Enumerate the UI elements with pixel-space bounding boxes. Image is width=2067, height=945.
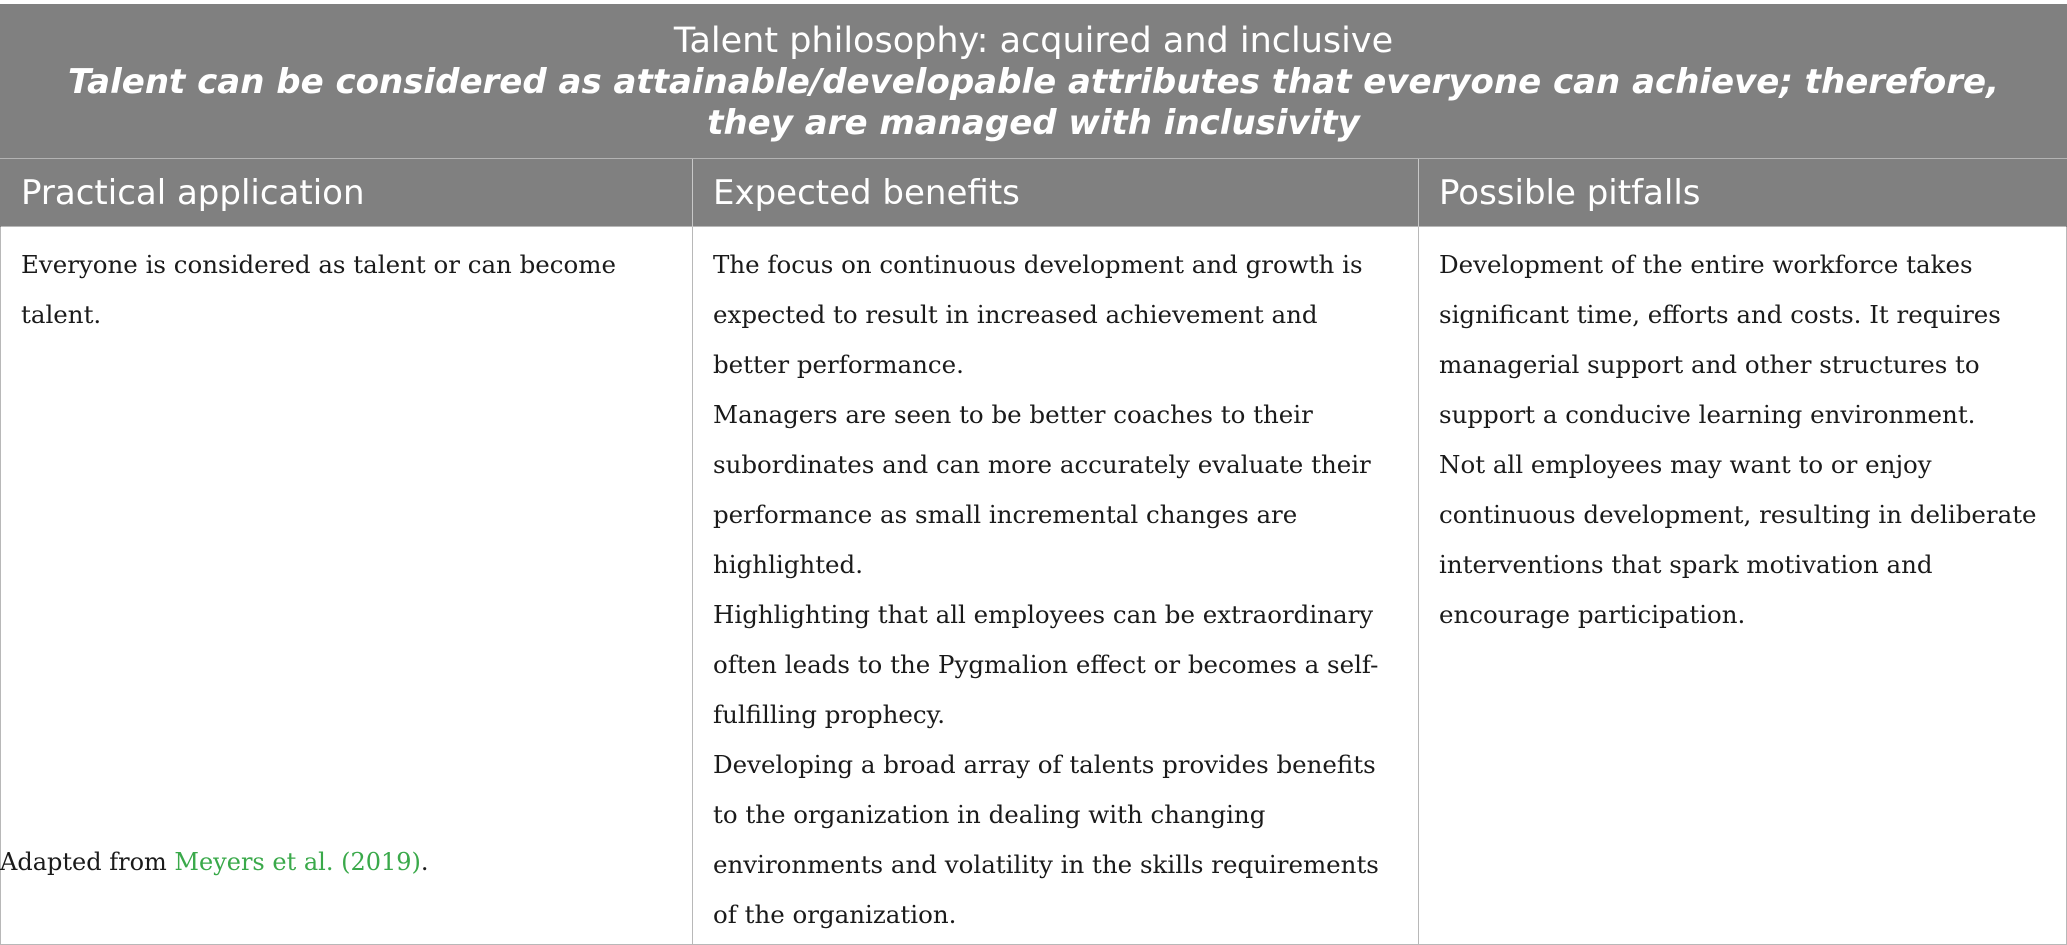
practical-application-cell [1,227,693,945]
practical-application-text: Everyone is considered as talent or can become talent. [21,250,617,329]
table-title-cell [1,5,2067,159]
possible-pitfall-item: Not all employees may want to or enjoy continuous development, resulting in deliberate interventions that spark motivation and encourage participation. [1439,450,2037,629]
table-footnote [0,848,429,876]
title-row [1,5,2067,159]
citation-link[interactable]: Meyers et al. (2019) [174,848,421,876]
talent-philosophy-table [0,4,2067,945]
expected-benefit-item: Developing a broad array of talents provides benefits to the organization in dealing with changing environments and volatility in the skills requirements of the organization. [713,750,1379,929]
expected-benefit-item: The focus on continuous development and growth is expected to result in increased achievement and better performance. [713,250,1363,379]
expected-benefit-item: Managers are seen to be better coaches to their subordinates and can more accurately evaluate their performance as small incremental changes are highlighted. [713,400,1371,579]
column-header-row [1,159,2067,227]
talent-philosophy-table-container [0,4,2066,945]
footnote-prefix: Adapted from [0,848,175,876]
column-header-possible-pitfalls: Possible pitfalls [1419,159,2067,227]
table-subtitle: Talent can be considered as attainable/developable attributes that everyone can achieve; therefore, they are managed with inclusivity [68,61,2000,143]
column-header-expected-benefits: Expected benefits [693,159,1419,227]
possible-pitfall-item: Development of the entire workforce takes significant time, efforts and costs. It requires managerial support and other structures to support a conducive learning environment. [1439,250,2001,429]
possible-pitfalls-cell [1419,227,2067,945]
expected-benefits-cell [693,227,1419,945]
expected-benefit-item: Highlighting that all employees can be extraordinary often leads to the Pygmalion effect or becomes a self-fulfilling prophecy. [713,600,1379,729]
table-title: Talent philosophy: acquired and inclusive [673,20,1394,61]
column-header-practical-application: Practical application [1,159,693,227]
footnote-suffix: . [420,848,429,876]
table-row [1,227,2067,945]
